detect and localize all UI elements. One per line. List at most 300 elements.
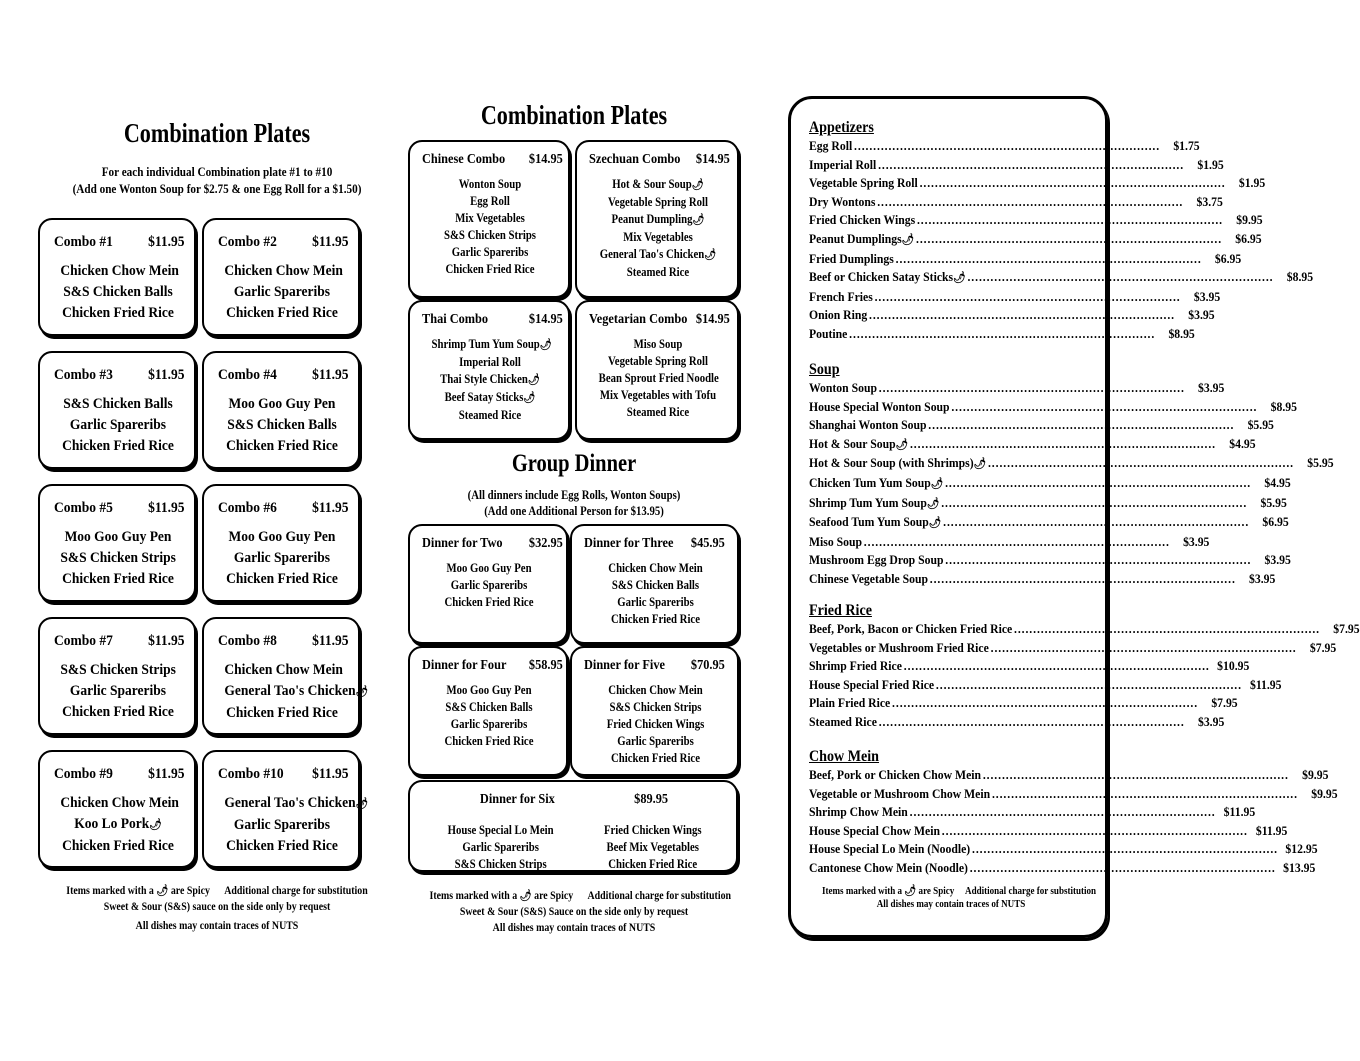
dinner-item: Garlic Spareribs [617, 595, 694, 609]
menu-item-name [809, 803, 908, 822]
combo-item-label: Koo Lo Pork [74, 816, 150, 832]
middle-combo-item-label: Bean Sprout Fried Noodle [598, 371, 719, 385]
dot-leader: ................................................................................ [969, 859, 1276, 875]
note-substitution: Additional charge for substitution [224, 885, 368, 897]
menu-item-row [809, 250, 1242, 269]
middle-combo-item [432, 176, 549, 193]
menu-section [809, 361, 1334, 589]
combo-item [224, 569, 339, 590]
middle-combo-items [432, 176, 549, 278]
dot-leader: ................................................................................ [903, 658, 1210, 674]
menu-item-row [809, 288, 1221, 307]
middle-combo-item [432, 354, 549, 371]
combo-header [54, 234, 185, 251]
combo-items [224, 394, 339, 457]
menu-item-row [809, 676, 1282, 695]
dot-leader: ................................................................................ [909, 804, 1216, 820]
combo-item-label: S&S Chicken Balls [227, 417, 337, 433]
chili-pepper-icon: 🌶 [895, 438, 909, 451]
middle-combo-item-label: Imperial Roll [459, 355, 521, 369]
left-title: Combination Plates [123, 118, 311, 148]
menu-item-price: $4.95 [1264, 474, 1291, 490]
menu-item-row [809, 416, 1274, 435]
chili-pepper-icon: 🌶 [904, 885, 917, 897]
middle-combo-box [575, 300, 739, 440]
menu-item-row [809, 156, 1224, 175]
menu-item-name [809, 676, 934, 695]
middle-combo-item [432, 193, 549, 210]
menu-item-row [809, 551, 1291, 570]
menu-item-label: Shrimp Fried Rice [809, 658, 902, 674]
menu-item-price: $7.95 [1309, 639, 1337, 655]
menu-item-name [809, 620, 1012, 639]
menu-item-price: $3.95 [1264, 552, 1291, 568]
menu-item-name [809, 137, 852, 156]
combo-item [60, 436, 175, 457]
menu-item-name [809, 325, 847, 344]
menu-item-label: French Fries [809, 288, 873, 304]
middle-combo-item [432, 261, 549, 278]
dot-leader: ................................................................................ [874, 288, 1181, 304]
dinner-item: Fried Chicken Wings [603, 823, 702, 837]
chili-pepper-icon: 🌶 [930, 477, 944, 490]
middle-combo-price: $14.95 [695, 312, 730, 327]
menu-item-label: Hot & Sour Soup [809, 435, 896, 451]
dinner-price: $32.95 [528, 536, 563, 551]
menu-item-price: $10.95 [1217, 658, 1250, 674]
chili-pepper-icon: 🌶 [539, 339, 552, 351]
menu-item-label: Hot & Sour Soup (with Shrimps) [809, 455, 974, 471]
dinner-price: $70.95 [690, 658, 725, 673]
combo-item-label: S&S Chicken Balls [63, 396, 173, 412]
combo-header [218, 500, 349, 517]
menu-item-name [809, 822, 940, 841]
combo-item [60, 681, 175, 702]
section-items [809, 766, 1338, 878]
combo-box [202, 351, 360, 469]
menu-item-row [809, 398, 1297, 417]
left-subtitle-1: For each individual Combination plate #1 to #10 [101, 164, 333, 179]
chili-pepper-icon: 🌶 [926, 497, 940, 510]
dot-leader: ................................................................................ [987, 455, 1294, 471]
menu-item-row [809, 379, 1225, 398]
combo-item-label: Chicken Fried Rice [226, 571, 338, 587]
dinner-for-six-items-right [604, 822, 702, 873]
combo-item-label: Garlic Spareribs [69, 683, 167, 699]
middle-title: Combination Plates [480, 100, 668, 130]
middle-combo-name: Szechuan Combo [589, 152, 681, 167]
menu-item-name [809, 785, 990, 804]
dinner-item: S&S Chicken Strips [454, 857, 547, 871]
combo-name: Combo #8 [218, 633, 277, 649]
middle-combo-item [599, 176, 718, 194]
menu-item-label: Chinese Vegetable Soup [809, 570, 928, 586]
menu-item-price: $8.95 [1168, 325, 1195, 341]
middle-note-1 [429, 888, 732, 904]
dot-leader: ................................................................................ [878, 713, 1185, 729]
middle-combo-item-label: Egg Roll [470, 194, 510, 208]
dinner-for-six-items-left [447, 822, 553, 873]
chili-pepper-icon: 🌶 [527, 374, 540, 386]
middle-combo-item [599, 246, 718, 264]
dot-leader: ................................................................................ [935, 676, 1242, 692]
middle-combo-item [599, 194, 718, 211]
menu-item-label: Onion Ring [809, 307, 868, 323]
menu-item-row [809, 268, 1314, 288]
middle-combo-item-label: Miso Soup [633, 337, 683, 351]
middle-combo-box [575, 140, 739, 298]
dinner-box [570, 646, 739, 776]
menu-item-label: House Special Wonton Soup [809, 398, 950, 414]
middle-combo-item [599, 404, 718, 421]
dinner-item: Garlic Spareribs [462, 840, 539, 854]
menu-item-row [809, 435, 1256, 455]
dot-leader: ................................................................................ [878, 380, 1185, 395]
combo-price: $11.95 [148, 367, 185, 383]
combo-box [38, 750, 196, 868]
chili-pepper-icon: 🌶 [149, 819, 162, 831]
combo-price: $11.95 [312, 367, 349, 383]
menu-item-label: House Special Fried Rice [809, 676, 935, 692]
combo-name: Combo #4 [218, 367, 277, 383]
combo-items [60, 394, 175, 457]
combo-item [60, 261, 179, 282]
menu-item-price: $9.95 [1236, 212, 1263, 228]
middle-combo-item-label: Thai Style Chicken [440, 372, 528, 386]
combo-item [224, 660, 343, 681]
combo-item-label: Chicken Fried Rice [62, 838, 174, 854]
combo-item-label: Moo Goo Guy Pen [64, 529, 172, 545]
menu-item-label: Mushroom Egg Drop Soup [809, 552, 944, 568]
combo-item [60, 282, 175, 303]
note-spicy-suffix: are Spicy [534, 890, 574, 902]
dinner-item: Garlic Spareribs [450, 717, 528, 731]
combo-item-label: Chicken Fried Rice [226, 705, 338, 721]
combo-name: Combo #5 [54, 500, 113, 516]
middle-combo-item-label: Vegetable Spring Roll [608, 195, 708, 209]
menu-item-name [809, 193, 875, 212]
menu-item-price: $4.95 [1229, 435, 1256, 451]
dot-leader: ................................................................................ [909, 435, 1216, 451]
combo-item-label: Chicken Chow Mein [224, 662, 343, 678]
combo-item [60, 303, 175, 324]
menu-item-price: $3.95 [1183, 533, 1210, 549]
note-spicy-label: Items marked with a [429, 890, 518, 902]
menu-item-row [809, 713, 1225, 732]
menu-item-label: House Special Lo Mein (Noodle) [809, 841, 971, 857]
middle-combo-price: $14.95 [528, 312, 563, 327]
menu-item-row [809, 325, 1195, 344]
menu-section [809, 748, 1338, 878]
menu-item-label: Wonton Soup [809, 380, 877, 395]
menu-item-price: $6.95 [1262, 514, 1289, 530]
menu-item-name [809, 156, 876, 175]
combo-item [224, 815, 339, 836]
combo-item [60, 527, 175, 548]
menu-item-price: $5.95 [1260, 494, 1287, 510]
left-note-3: All dishes may contain traces of NUTS [135, 920, 299, 932]
group-subtitle-1: (All dinners include Egg Rolls, Wonton Soups) [467, 488, 681, 502]
dot-leader: ................................................................................ [895, 250, 1202, 266]
menu-item-row [809, 174, 1266, 193]
note-spicy-label: Items marked with a [822, 886, 903, 897]
combo-price: $11.95 [312, 766, 349, 782]
combo-items [60, 660, 175, 723]
combo-item [224, 394, 339, 415]
dinner-item: S&S Chicken Strips [609, 700, 702, 714]
menu-item-name [809, 513, 941, 533]
menu-item-price: $8.95 [1286, 269, 1314, 285]
menu-item-label: Imperial Roll [809, 156, 877, 172]
combo-item [60, 836, 175, 857]
middle-combo-item [432, 244, 549, 261]
middle-combo-item-label: Beef Satay Sticks [444, 390, 524, 404]
dinner-item: Chicken Fried Rice [611, 751, 700, 765]
chili-pepper-icon: 🌶 [692, 214, 705, 226]
menu-item-price: $11.95 [1249, 676, 1282, 692]
menu-item-label: House Special Chow Mein [809, 822, 940, 838]
section-items [809, 137, 1314, 344]
dot-leader: ................................................................................ [971, 841, 1278, 857]
combo-price: $11.95 [148, 500, 185, 516]
combo-item-label: Chicken Fried Rice [62, 571, 174, 587]
dot-leader: ................................................................................ [941, 494, 1248, 510]
combo-name: Combo #1 [54, 234, 113, 250]
middle-combo-item [599, 264, 718, 281]
combo-item-label: Moo Goo Guy Pen [228, 396, 336, 412]
combo-item-label: Chicken Fried Rice [62, 438, 174, 454]
menu-item-name [809, 454, 986, 474]
combo-name: Combo #2 [218, 234, 277, 250]
menu-item-row [809, 193, 1223, 212]
combo-item-label: General Tao's Chicken [224, 795, 356, 811]
menu-item-label: Chicken Tum Yum Soup [809, 474, 931, 490]
section-items [809, 620, 1360, 732]
combo-price: $11.95 [312, 633, 349, 649]
section-title: Fried Rice [809, 602, 872, 619]
dot-leader: ................................................................................ [945, 474, 1252, 490]
middle-combo-item [432, 407, 549, 424]
combo-item [224, 282, 339, 303]
dot-leader: ................................................................................ [892, 695, 1199, 711]
menu-item-name [809, 494, 939, 514]
combo-price: $11.95 [148, 766, 185, 782]
dot-leader: ................................................................................ [945, 552, 1252, 568]
dinner-item: S&S Chicken Balls [445, 700, 533, 714]
dinner-item: Chicken Fried Rice [444, 734, 534, 748]
combo-item-label: Chicken Fried Rice [226, 438, 338, 454]
dot-leader: ................................................................................ [928, 417, 1235, 433]
menu-item-price: $5.95 [1307, 455, 1334, 471]
menu-item-row [809, 230, 1262, 250]
combo-item [60, 569, 175, 590]
dinner-name: Dinner for Four [422, 658, 507, 673]
menu-item-row [809, 766, 1329, 785]
menu-item-name [809, 533, 862, 552]
combo-item [60, 702, 175, 723]
menu-item-price: $9.95 [1302, 767, 1329, 782]
middle-combo-item-label: Vegetable Spring Roll [608, 354, 708, 368]
middle-combo-item [599, 387, 718, 404]
menu-item-row [809, 657, 1250, 676]
combo-item-label: S&S Chicken Strips [60, 550, 176, 566]
middle-combo-item-label: Steamed Rice [626, 265, 690, 279]
combo-item [60, 814, 175, 836]
dinner-price: $45.95 [690, 536, 725, 551]
dinner-item: Beef Mix Vegetables [606, 840, 699, 854]
section-title: Chow Mein [809, 748, 880, 765]
dinner-item: Fried Chicken Wings [606, 717, 705, 731]
combo-item-label: Garlic Spareribs [233, 817, 331, 833]
dinner-price: $58.95 [528, 658, 563, 673]
dinner-item: S&S Chicken Balls [611, 578, 700, 592]
dinner-name: Dinner for Three [584, 536, 674, 551]
combo-item-label: Chicken Fried Rice [62, 704, 174, 720]
middle-combo-item-label: General Tao's Chicken [599, 247, 705, 261]
dinner-for-six-price: $89.95 [634, 792, 669, 807]
menu-item-name [809, 416, 927, 435]
combo-item [224, 261, 343, 282]
dot-leader: ................................................................................ [1014, 621, 1321, 636]
middle-combo-item-label: Garlic Spareribs [451, 245, 529, 259]
middle-combo-header [589, 152, 730, 168]
dinner-item: House Special Lo Mein [447, 823, 554, 837]
combo-box [202, 750, 369, 868]
dinner-header [422, 536, 563, 552]
menu-item-price: $6.95 [1235, 230, 1262, 246]
menu-item-row [809, 211, 1263, 230]
menu-item-label: Shrimp Chow Mein [809, 804, 908, 820]
combo-item [60, 415, 175, 436]
combo-box [38, 484, 196, 602]
menu-item-name [809, 211, 915, 230]
middle-combo-item [432, 371, 549, 389]
section-title: Soup [809, 361, 840, 378]
menu-item-label: Beef or Chicken Satay Sticks [809, 269, 954, 285]
middle-combo-items [599, 176, 718, 281]
dot-leader: ................................................................................ [854, 138, 1161, 153]
dot-leader: ................................................................................ [941, 822, 1248, 838]
dinner-item: Garlic Spareribs [617, 734, 694, 748]
combo-box [202, 218, 360, 336]
menu-item-label: Fried Chicken Wings [809, 212, 916, 228]
middle-combo-header [422, 312, 563, 328]
middle-combo-item-label: Mix Vegetables with Tofu [599, 388, 717, 402]
section-title: Appetizers [809, 119, 874, 136]
combo-item [224, 681, 369, 703]
menu-item-row [809, 306, 1215, 325]
menu-item-label: Shrimp Tum Yum Soup [809, 494, 927, 510]
combo-item [224, 836, 339, 857]
middle-combo-price: $14.95 [528, 152, 563, 167]
menu-item-price: $5.95 [1247, 417, 1274, 433]
middle-combo-header [422, 152, 563, 168]
dot-leader: ................................................................................ [967, 269, 1274, 285]
section-items [809, 379, 1334, 589]
menu-item-label: Steamed Rice [809, 713, 877, 729]
right-note-2: All dishes may contain traces of NUTS [876, 899, 1026, 910]
combo-name: Combo #9 [54, 766, 113, 782]
menu-item-label: Beef, Pork or Chicken Chow Mein [809, 767, 982, 782]
menu-item-row [809, 474, 1291, 494]
menu-item-label: Cantonese Chow Mein (Noodle) [809, 859, 968, 875]
menu-item-price: $3.95 [1249, 570, 1276, 586]
menu-item-price: $6.95 [1214, 250, 1242, 266]
combo-item-label: Garlic Spareribs [69, 417, 167, 433]
menu-item-price: $3.95 [1188, 307, 1215, 323]
combo-header [218, 633, 349, 650]
middle-combo-price: $14.95 [695, 152, 730, 167]
menu-item-row [809, 639, 1337, 658]
menu-item-price: $3.75 [1196, 193, 1223, 209]
middle-combo-name: Vegetarian Combo [589, 312, 688, 327]
combo-item-label: Chicken Chow Mein [224, 263, 343, 279]
combo-items [224, 660, 369, 724]
menu-item-label: Poutine [809, 325, 848, 341]
chili-pepper-icon: 🌶 [928, 517, 942, 530]
menu-item-label: Vegetables or Mushroom Fried Rice [809, 639, 989, 655]
note-spicy-suffix: are Spicy [170, 885, 210, 897]
dinner-item: Chicken Fried Rice [444, 595, 534, 609]
dinner-box [408, 646, 568, 776]
menu-item-name [809, 551, 943, 570]
menu-item-name [809, 398, 950, 417]
chili-pepper-icon: 🌶 [704, 249, 717, 261]
menu-item-price: $3.95 [1197, 713, 1225, 729]
combo-box [38, 617, 196, 735]
menu-item-name [809, 435, 908, 455]
combo-item-label: Chicken Chow Mein [60, 263, 179, 279]
middle-combo-item-label: Wonton Soup [458, 177, 522, 191]
combo-item-label: Chicken Fried Rice [62, 305, 174, 321]
dinner-items [594, 560, 717, 628]
middle-combo-item-label: Steamed Rice [458, 408, 522, 422]
menu-item-price: $1.95 [1197, 156, 1224, 172]
combo-item [224, 436, 339, 457]
combo-header [54, 766, 185, 783]
menu-item-name [809, 230, 914, 250]
dinner-header [584, 658, 725, 674]
note-spicy-suffix: are Spicy [918, 886, 955, 897]
combo-box [202, 484, 360, 602]
combo-item [224, 415, 339, 436]
combo-item-label: S&S Chicken Balls [63, 284, 173, 300]
dot-leader: ................................................................................ [878, 156, 1185, 172]
dinner-for-six-box [408, 780, 738, 872]
menu-item-price: $8.95 [1270, 398, 1297, 414]
combo-item [60, 793, 179, 814]
dinner-name: Dinner for Two [422, 536, 503, 551]
dot-leader: ................................................................................ [951, 398, 1258, 414]
middle-combo-items [431, 336, 552, 424]
menu-item-price: $7.95 [1211, 695, 1238, 711]
combo-name: Combo #10 [218, 766, 284, 782]
middle-combo-item-label: Peanut Dumpling [611, 212, 693, 226]
dot-leader: ................................................................................ [863, 533, 1170, 549]
combo-item [60, 660, 175, 681]
combo-item [224, 793, 369, 815]
combo-item [60, 394, 175, 415]
menu-item-row [809, 840, 1318, 859]
menu-item-row [809, 533, 1210, 552]
menu-item-label: Shanghai Wonton Soup [809, 417, 927, 433]
combo-box [202, 617, 369, 735]
right-note-1 [822, 884, 1097, 899]
menu-item-name [809, 713, 877, 732]
dot-leader: ................................................................................ [990, 639, 1297, 655]
middle-combo-name: Thai Combo [422, 312, 489, 327]
combo-box [38, 351, 196, 469]
